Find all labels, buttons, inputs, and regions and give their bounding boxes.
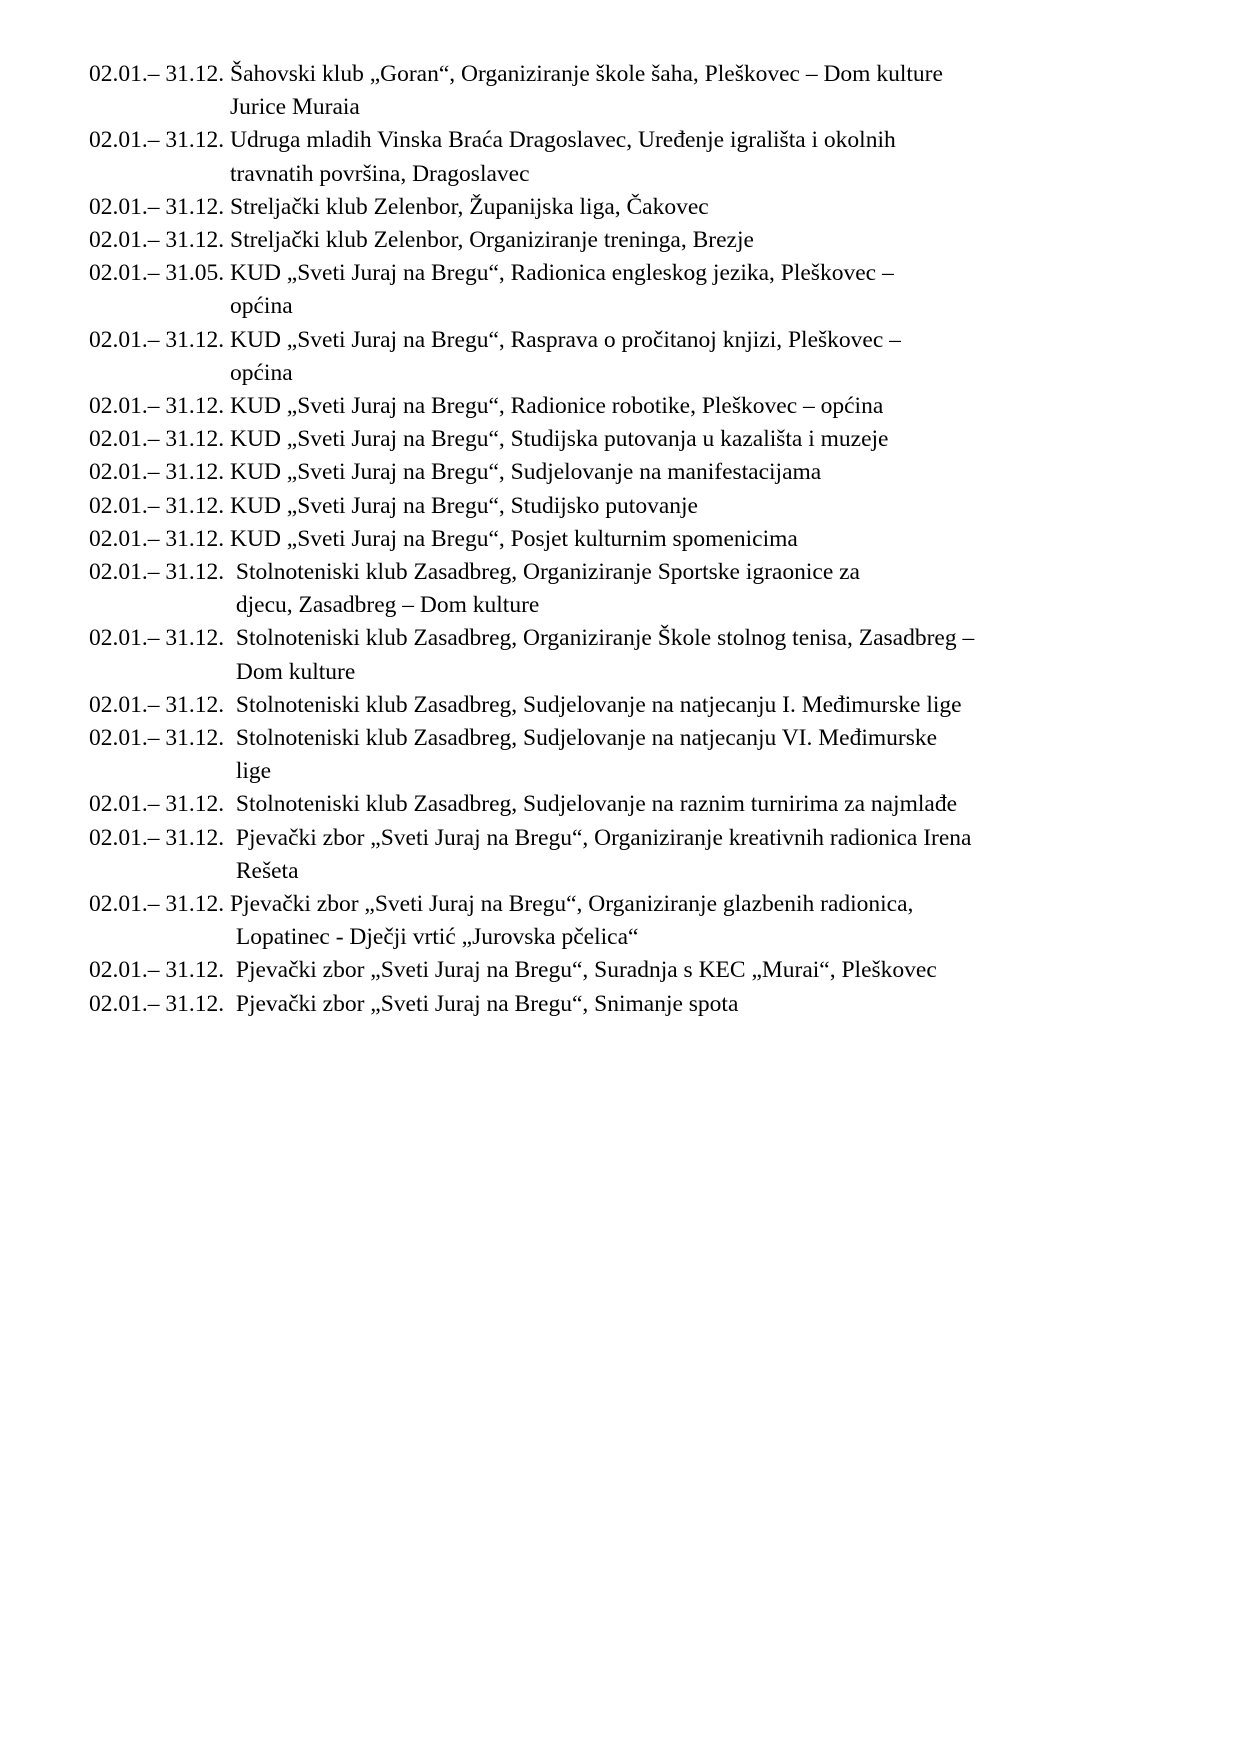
entry-date-range: 02.01.– 31.12. xyxy=(89,691,236,718)
entry-text-line: Stolnoteniski klub Zasadbreg, Sudjelovanje na raznim turnirima za najmlađe xyxy=(235,791,957,818)
entry-text-line: Šahovski klub „Goran“, Organiziranje škole šaha, Pleškovec – Dom kulture xyxy=(230,61,943,87)
list-item xyxy=(89,58,1189,124)
list-item xyxy=(89,390,1189,423)
entry-description xyxy=(230,58,943,124)
list-item xyxy=(89,523,1189,556)
event-list xyxy=(89,58,1189,1021)
entry-text-line: KUD „Sveti Juraj na Bregu“, Rasprava o pročitanoj knjizi, Pleškovec – xyxy=(230,326,901,353)
entry-description xyxy=(236,722,937,788)
entry-text-line: Pjevački zbor „Sveti Juraj na Bregu“, Organiziranje kreativnih radionica Irena xyxy=(235,824,972,851)
entry-description xyxy=(230,456,821,489)
list-item xyxy=(89,988,1189,1021)
entry-date-range: 02.01.– 31.12. xyxy=(89,791,236,818)
entry-description xyxy=(236,556,860,622)
list-item xyxy=(89,324,1189,390)
entry-description xyxy=(236,788,957,821)
list-item xyxy=(89,888,1189,954)
list-item xyxy=(89,689,1189,722)
list-item xyxy=(89,423,1189,456)
list-item xyxy=(89,954,1189,987)
entry-date-range: 02.01.– 31.12. xyxy=(89,459,230,486)
list-item xyxy=(89,124,1189,190)
entry-date-range: 02.01.– 31.12. xyxy=(89,227,230,254)
entry-description xyxy=(236,822,972,888)
entry-date-range: 02.01.– 31.12. xyxy=(89,559,236,586)
entry-text-line: Pjevački zbor „Sveti Juraj na Bregu“, Organiziranje glazbenih radionica, xyxy=(230,891,914,918)
entry-text-continuation: općina xyxy=(230,293,293,320)
entry-description xyxy=(236,689,962,722)
entry-description xyxy=(230,224,754,257)
entry-description xyxy=(230,423,888,456)
list-item xyxy=(89,456,1189,489)
entry-text-continuation: Jurice Muraia xyxy=(230,94,360,121)
entry-date-range: 02.01.– 31.12. xyxy=(89,492,230,519)
entry-text-continuation: djecu, Zasadbreg – Dom kulture xyxy=(235,592,540,619)
entry-date-range: 02.01.– 31.12. xyxy=(89,426,230,453)
entry-text-line: Streljački klub Zelenbor, Županijska liga, Čakovec xyxy=(230,193,709,220)
entry-date-range: 02.01.– 31.12. xyxy=(89,824,236,851)
list-item xyxy=(89,191,1189,224)
entry-description xyxy=(236,988,739,1021)
entry-date-range: 02.01.– 31.12. xyxy=(89,127,230,154)
entry-text-continuation: općina xyxy=(230,359,293,386)
entry-text-continuation: Rešeta xyxy=(235,857,299,884)
entry-date-range: 02.01.– 31.12. xyxy=(89,990,236,1017)
entry-description xyxy=(230,523,798,556)
entry-description xyxy=(230,390,883,423)
entry-date-range: 02.01.– 31.12. xyxy=(89,957,236,984)
entry-text-line: Streljački klub Zelenbor, Organiziranje treninga, Brezje xyxy=(230,227,754,254)
entry-text-line: Stolnoteniski klub Zasadbreg, Sudjelovanje na natjecanju I. Međimurske lige xyxy=(235,691,962,718)
list-item xyxy=(89,822,1189,888)
entry-text-line: Stolnoteniski klub Zasadbreg, Organiziranje Škole stolnog tenisa, Zasadbreg – xyxy=(235,625,975,652)
list-item xyxy=(89,788,1189,821)
entry-text-line: KUD „Sveti Juraj na Bregu“, Studijska putovanja u kazališta i muzeje xyxy=(230,426,889,453)
entry-text-line: Stolnoteniski klub Zasadbreg, Sudjelovanje na natjecanju VI. Međimurske xyxy=(235,725,938,752)
entry-description xyxy=(230,490,698,523)
entry-description xyxy=(230,191,709,224)
entry-date-range: 02.01.– 31.12. xyxy=(89,193,230,220)
entry-text-line: KUD „Sveti Juraj na Bregu“, Studijsko putovanje xyxy=(230,492,698,519)
entry-description xyxy=(230,888,913,954)
entry-date-range: 02.01.– 31.12. xyxy=(89,625,236,652)
entry-date-range: 02.01.– 31.12. xyxy=(89,393,230,420)
entry-description xyxy=(230,324,901,390)
entry-text-continuation: Dom kulture xyxy=(235,658,356,685)
entry-description xyxy=(230,124,896,190)
entry-text-line: KUD „Sveti Juraj na Bregu“, Radionica engleskog jezika, Pleškovec – xyxy=(230,260,894,287)
entry-date-range: 02.01.– 31.12. xyxy=(89,725,236,752)
entry-text-line: KUD „Sveti Juraj na Bregu“, Radionice robotike, Pleškovec – općina xyxy=(230,393,884,420)
list-item xyxy=(89,556,1189,622)
entry-text-line: Udruga mladih Vinska Braća Dragoslavec, Uređenje igrališta i okolnih xyxy=(230,127,896,154)
list-item xyxy=(89,257,1189,323)
entry-text-continuation: lige xyxy=(235,758,272,785)
list-item xyxy=(89,622,1189,688)
entry-date-range: 02.01.– 31.12. xyxy=(89,326,230,353)
entry-date-range: 02.01.– 31.05. xyxy=(89,260,230,287)
entry-description xyxy=(236,954,937,987)
list-item xyxy=(89,490,1189,523)
entry-date-range: 02.01.– 31.12. xyxy=(89,525,230,552)
entry-text-line: Pjevački zbor „Sveti Juraj na Bregu“, Suradnja s KEC „Murai“, Pleškovec xyxy=(235,957,937,984)
entry-text-line: KUD „Sveti Juraj na Bregu“, Posjet kulturnim spomenicima xyxy=(230,525,798,552)
entry-text-continuation: travnatih površina, Dragoslavec xyxy=(230,160,530,187)
list-item xyxy=(89,722,1189,788)
entry-description xyxy=(236,622,974,688)
entry-text-line: Pjevački zbor „Sveti Juraj na Bregu“, Snimanje spota xyxy=(235,990,739,1017)
entry-description xyxy=(230,257,894,323)
entry-text-continuation: Lopatinec - Dječji vrtić „Jurovska pčelica“ xyxy=(230,924,639,951)
entry-date-range: 02.01.– 31.12. xyxy=(89,891,230,918)
list-item xyxy=(89,224,1189,257)
entry-text-line: Stolnoteniski klub Zasadbreg, Organiziranje Sportske igraonice za xyxy=(235,559,860,586)
entry-text-line: KUD „Sveti Juraj na Bregu“, Sudjelovanje na manifestacijama xyxy=(230,459,822,486)
entry-date-range: 02.01.– 31.12. xyxy=(89,61,230,87)
